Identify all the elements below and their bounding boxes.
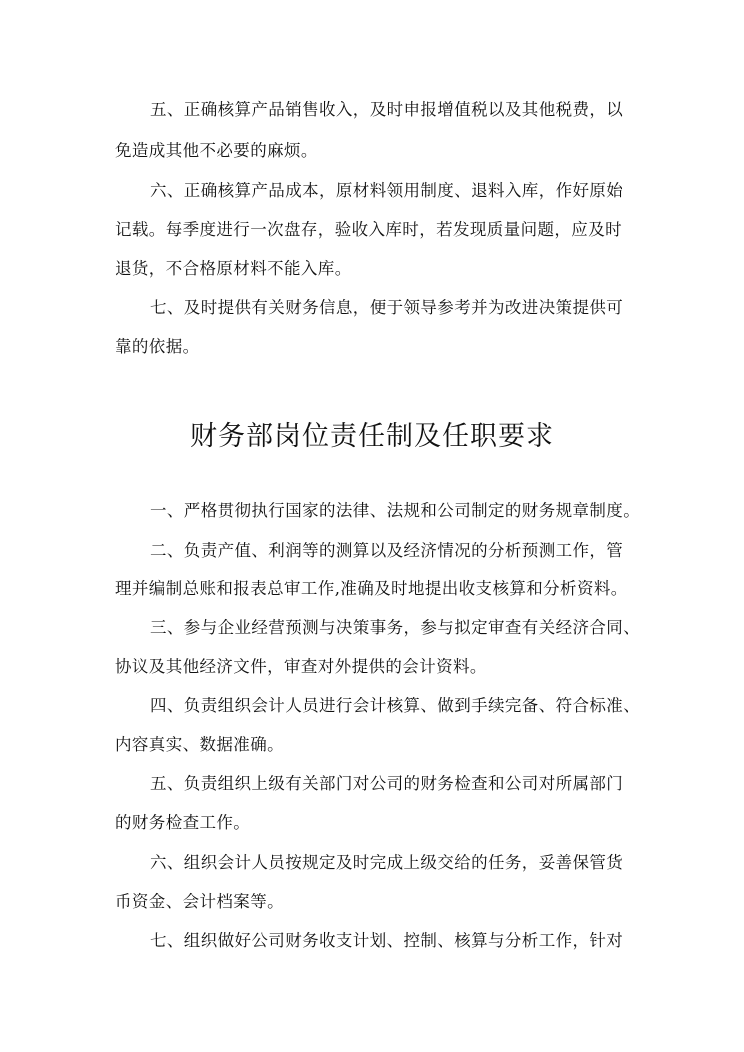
paragraph-line: 四、负责组织会计人员进行会计核算、做到手续完备、符合标准、 (150, 696, 641, 715)
paragraph-line: 一、严格贯彻执行国家的法律、法规和公司制定的财务规章制度。 (150, 501, 641, 520)
paragraph-line: 退货，不合格原材料不能入库。 (115, 259, 352, 278)
paragraph-line: 免造成其他不必要的麻烦。 (115, 141, 318, 160)
paragraph-line: 币资金、会计档案等。 (115, 892, 284, 911)
paragraph-line: 二、负责产值、利润等的测算以及经济情况的分析预测工作，管 (150, 541, 624, 560)
paragraph-line: 协议及其他经济文件，审查对外提供的会计资料。 (115, 657, 487, 676)
paragraph-line: 七、及时提供有关财务信息，便于领导参考并为改进决策提供可 (150, 298, 624, 317)
paragraph-line: 六、组织会计人员按规定及时完成上级交给的任务，妥善保管货 (150, 853, 624, 872)
paragraph-line: 记载。每季度进行一次盘存，验收入库时，若发现质量问题，应及时 (115, 220, 622, 239)
paragraph-line: 靠的依据。 (115, 337, 200, 356)
section-title: 财务部岗位责任制及任职要求 (190, 421, 554, 452)
paragraph-line: 五、负责组织上级有关部门对公司的财务检查和公司对所属部门 (150, 774, 624, 793)
paragraph-line: 理并编制总账和报表总审工作,准确及时地提出收支核算和分析资料。 (115, 579, 628, 598)
paragraph-line: 三、参与企业经营预测与决策事务，参与拟定审查有关经济合同、 (150, 618, 641, 637)
paragraph-line: 六、正确核算产品成本，原材料领用制度、退料入库，作好原始 (150, 181, 624, 200)
paragraph-line: 的财务检查工作。 (115, 813, 251, 832)
paragraph-line: 七、组织做好公司财务收支计划、控制、核算与分析工作，针对 (150, 931, 624, 950)
paragraph-line: 五、正确核算产品销售收入，及时申报增值税以及其他税费，以 (150, 100, 624, 119)
paragraph-line: 内容真实、数据准确。 (115, 735, 284, 754)
